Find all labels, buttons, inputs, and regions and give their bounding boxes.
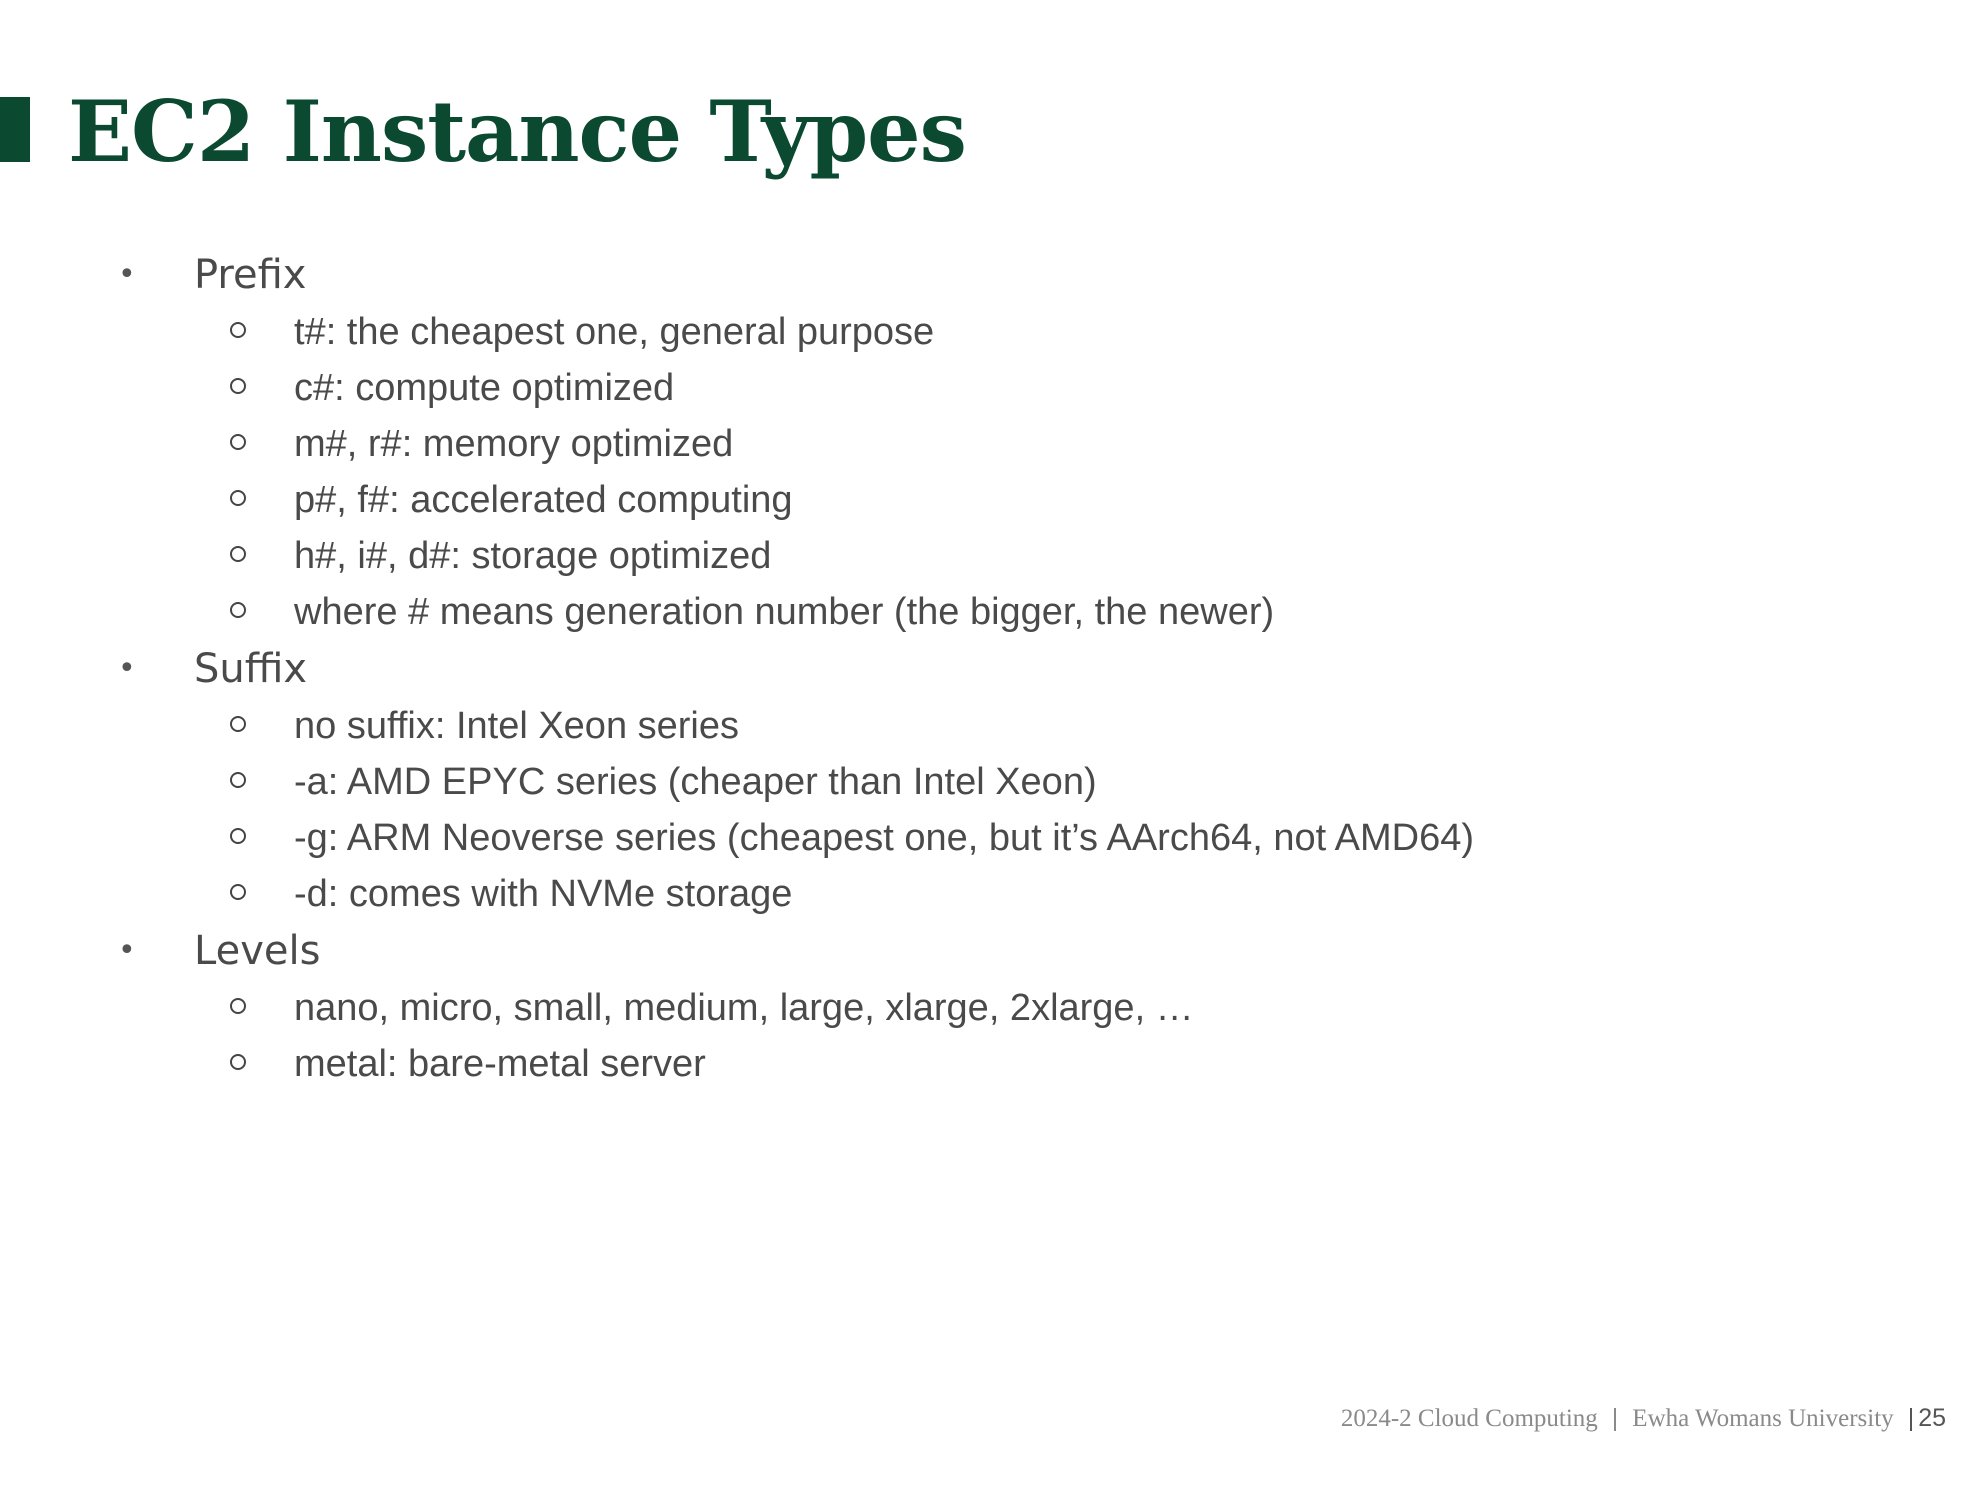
hollow-circle-icon — [230, 998, 246, 1014]
list-item — [0, 472, 1900, 528]
hollow-circle-icon — [230, 434, 246, 450]
list-item — [0, 866, 1900, 922]
footer-course: 2024-2 Cloud Computing — [1340, 1405, 1598, 1432]
bullet-dot-icon: • — [118, 257, 136, 292]
hollow-circle-icon — [230, 378, 246, 394]
list-item-text: -g: ARM Neoverse series (cheapest one, but it’s AArch64, not AMD64) — [294, 817, 1474, 859]
list-item — [0, 304, 1900, 360]
list-item — [0, 754, 1900, 810]
hollow-circle-icon — [230, 546, 246, 562]
list-item — [0, 416, 1900, 472]
section-heading-label: Levels — [194, 928, 321, 974]
list-item-text: c#: compute optimized — [294, 367, 675, 409]
page-number: 25 — [1918, 1404, 1946, 1432]
section-heading-label: Suffix — [194, 646, 308, 692]
list-item — [0, 698, 1900, 754]
list-item-text: metal: bare-metal server — [294, 1043, 706, 1085]
list-item — [0, 584, 1900, 640]
section-heading-prefix — [0, 246, 1900, 304]
bullet-dot-icon: • — [118, 651, 136, 686]
hollow-circle-icon — [230, 322, 246, 338]
list-item-text: -d: comes with NVMe storage — [294, 873, 793, 915]
hollow-circle-icon — [230, 490, 246, 506]
list-item-text: no suffix: Intel Xeon series — [294, 705, 739, 747]
list-item-text: nano, micro, small, medium, large, xlarge, 2xlarge, … — [294, 987, 1194, 1029]
list-item-text: m#, r#: memory optimized — [294, 423, 734, 465]
hollow-circle-icon — [230, 1054, 246, 1070]
title-accent-bar — [0, 97, 30, 162]
footer-university: Ewha Womans University — [1632, 1405, 1894, 1432]
section-heading-suffix — [0, 640, 1900, 698]
slide-title: EC2 Instance Types — [68, 82, 966, 181]
bullet-dot-icon: • — [118, 933, 136, 968]
list-item — [0, 980, 1900, 1036]
hollow-circle-icon — [230, 772, 246, 788]
hollow-circle-icon — [230, 884, 246, 900]
list-item-text: h#, i#, d#: storage optimized — [294, 535, 772, 577]
hollow-circle-icon — [230, 716, 246, 732]
section-heading-levels — [0, 922, 1900, 980]
footer-separator: | — [1611, 1404, 1619, 1432]
hollow-circle-icon — [230, 828, 246, 844]
list-item — [0, 360, 1900, 416]
list-item — [0, 810, 1900, 866]
list-item — [0, 1036, 1900, 1092]
list-item — [0, 528, 1900, 584]
list-item-text: where # means generation number (the bigger, the newer) — [294, 591, 1275, 633]
slide-content — [0, 246, 1900, 1092]
list-item-text: -a: AMD EPYC series (cheaper than Intel Xeon) — [294, 761, 1097, 803]
section-heading-label: Prefix — [194, 252, 307, 298]
footer-page-separator: | — [1907, 1404, 1915, 1432]
slide-footer — [1341, 1398, 1946, 1438]
list-item-text: p#, f#: accelerated computing — [294, 479, 793, 521]
hollow-circle-icon — [230, 602, 246, 618]
list-item-text: t#: the cheapest one, general purpose — [294, 311, 935, 353]
